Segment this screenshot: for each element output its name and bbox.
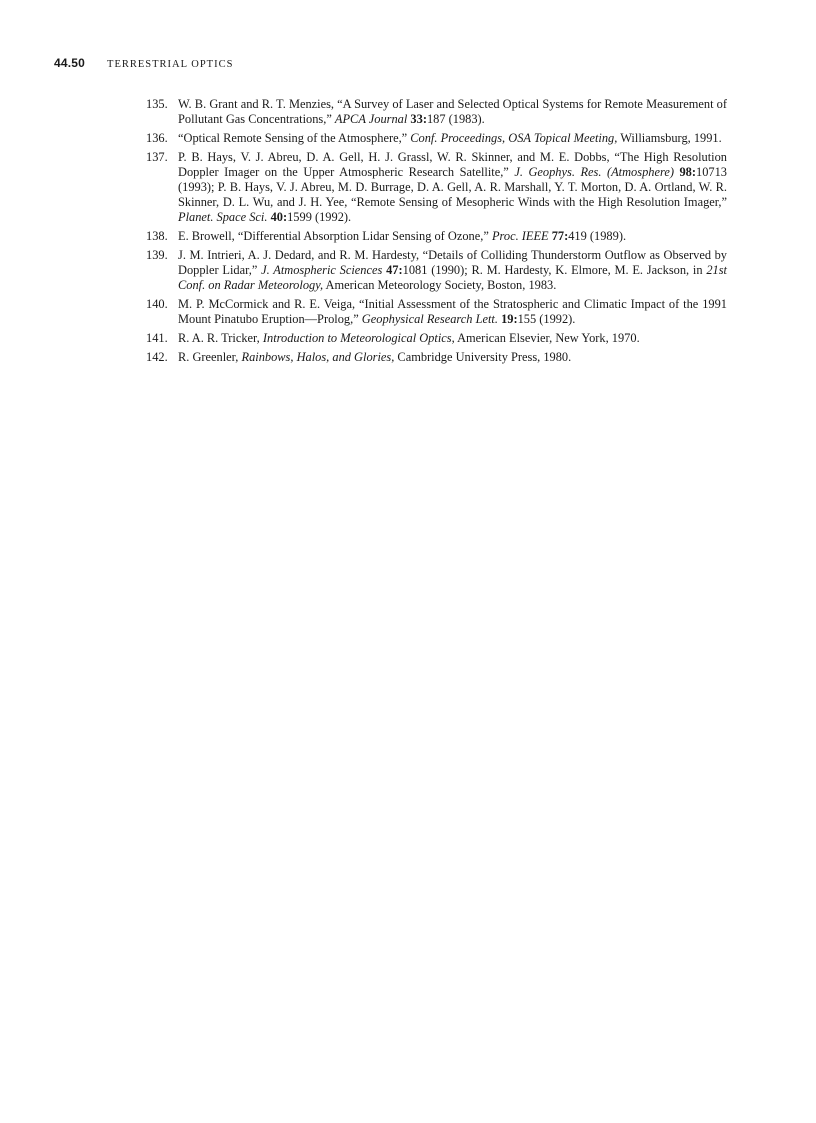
reference-title-italic: J. Geophys. Res. (Atmosphere)	[514, 164, 674, 179]
reference-volume: 33:	[410, 112, 427, 127]
reference-number: 139.	[146, 247, 168, 262]
reference-volume: 19:	[501, 312, 518, 327]
reference-text: 155 (1992).	[517, 312, 576, 327]
page-number: 44.50	[54, 56, 86, 70]
reference-text: R. A. R. Tricker,	[178, 330, 263, 345]
reference-number: 135.	[146, 97, 168, 111]
reference-text: 187 (1983).	[426, 112, 485, 127]
reference-text: E. Browell, “Differential Absorption Lidar Sensing of Ozone,”	[178, 229, 492, 244]
reference-item	[146, 229, 727, 244]
reference-item	[146, 248, 727, 294]
reference-number: 140.	[146, 296, 168, 311]
reference-volume: 47:	[386, 263, 403, 278]
reference-text: W. B. Grant and R. T. Menzies, “A Survey of Laser and Selected Optical Systems for Remote Measurement of Pollutant Gas Concentrations,”	[178, 97, 727, 127]
reference-title-italic: APCA Journal	[334, 112, 408, 127]
reference-item	[146, 297, 727, 327]
reference-title-italic: Conf. Proceedings, OSA Topical Meeting,	[410, 130, 618, 145]
reference-volume: 77:	[551, 229, 569, 244]
reference-text: 1599 (1992).	[287, 210, 352, 225]
reference-item	[146, 150, 727, 226]
reference-volume: 40:	[270, 210, 288, 225]
reference-text: R. Greenler,	[178, 349, 242, 364]
reference-title-italic: Proc. IEEE	[491, 229, 549, 244]
reference-text: 1081 (1990); R. M. Hardesty, K. Elmore, M. E. Jackson, in	[402, 263, 707, 278]
page-header	[54, 54, 233, 70]
reference-title-italic: 21st Conf. on Radar Meteorology,	[178, 263, 727, 293]
reference-text: J. M. Intrieri, A. J. Dedard, and R. M. Hardesty, “Details of Colliding Thunderstorm Outflow as Observed by Doppler Lidar,”	[178, 247, 727, 278]
reference-item	[146, 131, 727, 146]
reference-text: Cambridge University Press, 1980.	[394, 349, 572, 364]
reference-number: 142.	[146, 349, 168, 364]
reference-text: “Optical Remote Sensing of the Atmosphere,”	[178, 130, 411, 145]
reference-number: 137.	[146, 149, 168, 164]
reference-title-italic: J. Atmospheric Sciences	[261, 263, 383, 278]
reference-item	[146, 97, 727, 127]
reference-text: 419 (1989).	[568, 229, 627, 244]
section-title: TERRESTRIAL OPTICS	[107, 59, 234, 70]
reference-text: M. P. McCormick and R. E. Veiga, “Initial Assessment of the Stratospheric and Climatic Impact of the 1991 Mount Pinatubo Eruption—Prolog,”	[178, 296, 727, 327]
reference-text: 10713 (1993); P. B. Hays, V. J. Abreu, M. D. Burrage, D. A. Gell, A. R. Marshall, Y. T. Morton, D. A. Ortland, W. R. Skinner, D. L. Wu, and J. H. Yee, “Remote Sensing of Mesopheric Winds with the High Resolution Imager,”	[178, 164, 727, 210]
reference-title-italic: Planet. Space Sci.	[178, 210, 268, 225]
reference-number: 136.	[146, 130, 168, 145]
reference-text: Williamsburg, 1991.	[617, 130, 722, 145]
reference-title-italic: Rainbows, Halos, and Glories,	[241, 349, 395, 364]
reference-item	[146, 350, 727, 365]
reference-list	[146, 97, 727, 368]
reference-number: 141.	[146, 330, 168, 345]
reference-text: American Meteorology Society, Boston, 1983.	[323, 278, 557, 293]
reference-title-italic: Introduction to Meteorological Optics,	[262, 330, 455, 345]
reference-title-italic: Geophysical Research Lett.	[361, 312, 498, 327]
reference-number: 138.	[146, 229, 168, 244]
reference-volume: 98:	[679, 164, 697, 179]
reference-item	[146, 331, 727, 346]
reference-text: American Elsevier, New York, 1970.	[454, 330, 640, 345]
reference-text: P. B. Hays, V. J. Abreu, D. A. Gell, H. J. Grassl, W. R. Skinner, and M. E. Dobbs, “The High Resolution Doppler Imager on the Upper Atmospheric Research Satellite,”	[178, 149, 727, 179]
